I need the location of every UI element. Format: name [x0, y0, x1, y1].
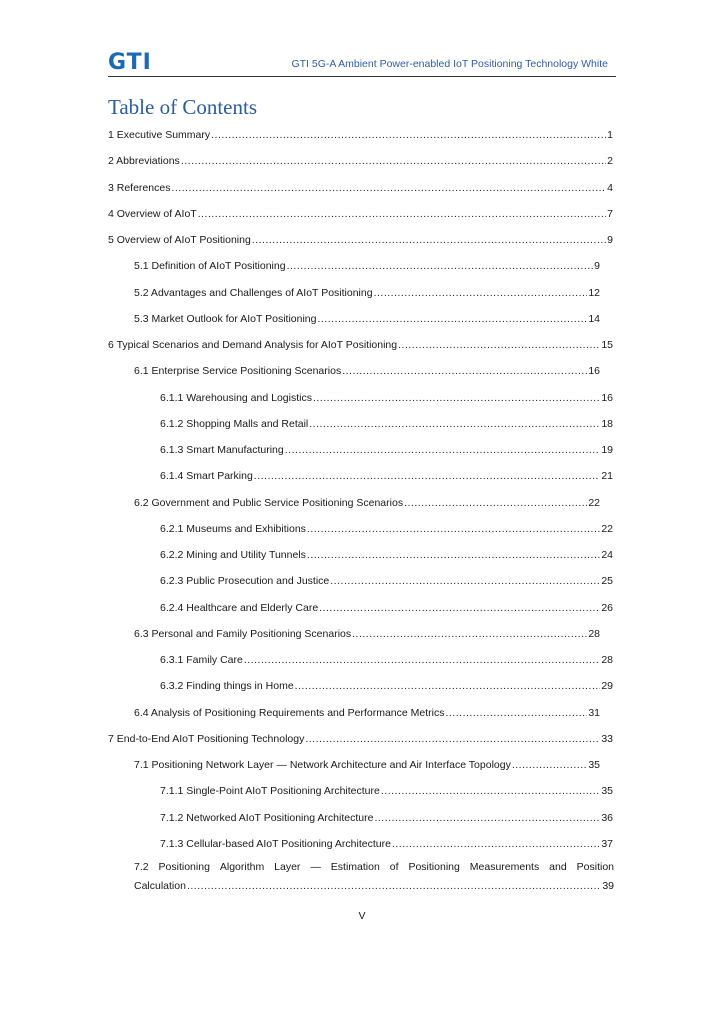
toc-entry-page: 19 — [601, 444, 613, 456]
toc-leader-dots — [295, 679, 601, 693]
gti-logo: GTI — [108, 50, 152, 75]
toc-leader-dots — [198, 207, 606, 221]
toc-entry[interactable] — [108, 154, 613, 168]
toc-entry[interactable] — [160, 417, 613, 431]
toc-entry-page: 26 — [601, 601, 613, 614]
toc-entry-page: 33 — [601, 732, 613, 745]
toc-entry[interactable] — [108, 233, 613, 247]
toc-leader-dots — [398, 338, 600, 352]
toc-leader-dots — [313, 391, 600, 405]
toc-entry-label-word: of — [389, 861, 399, 873]
toc-entry-label: 6.1 Enterprise Service Positioning Scenarios — [134, 365, 342, 378]
toc-entry-page: 4 — [607, 181, 613, 194]
toc-entry[interactable] — [134, 364, 600, 378]
toc-entry[interactable] — [160, 574, 613, 588]
toc-leader-dots — [181, 154, 606, 168]
toc-entry[interactable] — [160, 811, 613, 825]
toc-entry-page: 9 — [594, 260, 600, 273]
toc-entry[interactable] — [160, 391, 613, 405]
toc-entry[interactable] — [108, 338, 613, 352]
toc-entry-label-word: and — [549, 861, 567, 873]
toc-entry-page: 37 — [601, 837, 613, 850]
toc-entry[interactable] — [134, 627, 600, 641]
toc-entry-label: 6.2.1 Museums and Exhibitions — [160, 522, 306, 535]
toc-entry-label-word: Layer — [274, 861, 301, 873]
header-title: GTI 5G-A Ambient Power-enabled IoT Positioning Technology White — [291, 58, 608, 70]
toc-entry-page: 28 — [588, 627, 600, 640]
toc-entry-label: 6.3.2 Finding things in Home — [160, 680, 294, 693]
page-number: V — [358, 910, 366, 922]
toc-entry-page: 16 — [601, 391, 613, 404]
toc-leader-dots — [374, 286, 588, 300]
toc-entry-label: 1 Executive Summary — [108, 129, 211, 141]
toc-entry-page: 2 — [607, 155, 613, 168]
toc-entry-label: 7.1.2 Networked AIoT Positioning Architecture — [160, 811, 374, 824]
toc-leader-dots — [392, 837, 600, 851]
toc-entry[interactable] — [134, 706, 600, 720]
toc-entry-label: 2 Abbreviations — [108, 155, 180, 168]
toc-entry-page: 21 — [601, 470, 613, 483]
toc-leader-dots — [512, 758, 587, 772]
toc-leader-dots — [211, 128, 606, 142]
toc-leader-dots — [287, 259, 594, 273]
toc-leader-dots — [445, 706, 587, 720]
toc-leader-dots — [319, 601, 600, 615]
toc-leader-dots — [252, 233, 606, 247]
toc-leader-dots — [307, 548, 600, 562]
toc-entry-label: 6.3.1 Family Care — [160, 654, 243, 666]
toc-entry-label-word: Algorithm — [219, 861, 265, 873]
toc-leader-dots — [307, 522, 600, 536]
toc-entry-wrapped-line1 — [134, 858, 614, 877]
toc-entry-label-word: Estimation — [330, 861, 380, 873]
toc-entry-page: 14 — [588, 312, 600, 325]
toc-entry[interactable] — [160, 469, 613, 483]
toc-entry[interactable] — [160, 653, 613, 667]
toc-entry-label-cont: Calculation — [134, 880, 186, 892]
toc-entry-label: 6.1.4 Smart Parking — [160, 470, 253, 483]
toc-leader-dots — [330, 574, 600, 588]
toc-entry[interactable] — [160, 443, 613, 457]
toc-entry[interactable] — [134, 259, 600, 273]
toc-entry-label: 7 End-to-End AIoT Positioning Technology — [108, 732, 305, 745]
toc-entry-label: 5.2 Advantages and Challenges of AIoT Positioning — [134, 286, 373, 299]
toc-entry-label: 6.1.2 Shopping Malls and Retail — [160, 417, 309, 430]
toc-entry-page: 7 — [607, 207, 613, 220]
toc-entry-page: 29 — [601, 680, 613, 693]
toc-leader-dots — [305, 732, 600, 746]
toc-entry-page: 35 — [601, 785, 613, 798]
toc-entry-label: 6.2.3 Public Prosecution and Justice — [160, 575, 330, 588]
toc-leader-dots — [342, 364, 587, 378]
toc-entry-label: 7.1 Positioning Network Layer — Network Architecture and Air Interface Topology — [134, 759, 511, 771]
toc-entry-label: 6.2.2 Mining and Utility Tunnels — [160, 549, 306, 561]
toc-entry-page: 22 — [588, 496, 600, 509]
toc-entry-label: 4 Overview of AIoT — [108, 207, 197, 220]
toc-title: Table of Contents — [108, 95, 257, 119]
toc-entry[interactable] — [108, 181, 613, 195]
toc-entry-label-word: Positioning — [158, 861, 210, 873]
toc-entry-page: 24 — [601, 549, 613, 561]
toc-entry[interactable] — [108, 128, 613, 142]
toc-entry[interactable] — [160, 522, 613, 536]
toc-entry[interactable] — [134, 496, 600, 510]
toc-entry-label-word: Measurements — [469, 861, 540, 873]
toc-entry-page: 25 — [601, 575, 613, 588]
toc-entry-page: 9 — [607, 234, 613, 246]
toc-entry[interactable] — [160, 679, 613, 693]
toc-leader-dots — [309, 417, 600, 431]
toc-entry-label: 5 Overview of AIoT Positioning — [108, 234, 251, 246]
toc-entry-page: 22 — [601, 522, 613, 535]
toc-entry[interactable] — [160, 548, 613, 562]
toc-leader-dots — [187, 882, 601, 896]
toc-entry[interactable] — [160, 837, 613, 851]
toc-entry-wrapped-line2 — [134, 877, 614, 896]
toc-leader-dots — [254, 469, 601, 483]
toc-entry-label: 7.1.1 Single-Point AIoT Positioning Architecture — [160, 785, 380, 798]
toc-entry-page: 36 — [601, 811, 613, 824]
toc-entry-label: 5.3 Market Outlook for AIoT Positioning — [134, 312, 317, 325]
toc-entry[interactable] — [134, 286, 600, 300]
toc-entry[interactable] — [134, 758, 600, 772]
toc-entry-page: 12 — [588, 286, 600, 299]
toc-leader-dots — [374, 811, 600, 825]
toc-entry-label: 6 Typical Scenarios and Demand Analysis for AIoT Positioning — [108, 339, 398, 351]
toc-entry-label: 6.2 Government and Public Service Positioning Scenarios — [134, 496, 404, 509]
toc-entry-page: 1 — [607, 129, 613, 141]
toc-entry-page: 18 — [601, 417, 613, 430]
toc-leader-dots — [317, 312, 587, 326]
toc-leader-dots — [285, 443, 601, 457]
toc-leader-dots — [171, 181, 606, 195]
toc-entry-label-word: — — [310, 861, 321, 873]
toc-entry-label-word: Position — [576, 861, 614, 873]
toc-entry[interactable] — [108, 732, 613, 746]
toc-entry-label: 6.3 Personal and Family Positioning Scenarios — [134, 627, 352, 640]
toc-entry-label: 6.1.1 Warehousing and Logistics — [160, 391, 312, 404]
toc-leader-dots — [381, 784, 600, 798]
toc-entry[interactable] — [160, 601, 613, 615]
toc-entry-label: 5.1 Definition of AIoT Positioning — [134, 260, 286, 273]
toc-entry-page: 31 — [588, 706, 600, 719]
toc-leader-dots — [352, 627, 587, 641]
toc-entry-page: 15 — [601, 339, 613, 351]
page-header — [108, 50, 616, 77]
toc-entry[interactable] — [108, 207, 613, 221]
toc-entry[interactable] — [160, 784, 613, 798]
toc-entry-page: 28 — [601, 654, 613, 666]
toc-entry-label: 6.4 Analysis of Positioning Requirements and Performance Metrics — [134, 706, 445, 719]
toc-entry-label: 6.1.3 Smart Manufacturing — [160, 444, 284, 456]
toc-entry-label: 6.2.4 Healthcare and Elderly Care — [160, 601, 319, 614]
toc-entry-page: 39 — [602, 880, 614, 892]
toc-entry-page: 16 — [588, 365, 600, 378]
toc-entry-label: 3 References — [108, 181, 171, 194]
toc-entry-label-word: Positioning — [408, 861, 460, 873]
toc-leader-dots — [404, 496, 587, 510]
toc-entry-label-word: 7.2 — [134, 861, 149, 873]
toc-leader-dots — [244, 653, 600, 667]
toc-entry-wrapped[interactable] — [134, 858, 614, 896]
toc-entry-page: 35 — [588, 759, 600, 771]
toc-entry[interactable] — [134, 312, 600, 326]
toc-entry-label: 7.1.3 Cellular-based AIoT Positioning Architecture — [160, 837, 391, 850]
